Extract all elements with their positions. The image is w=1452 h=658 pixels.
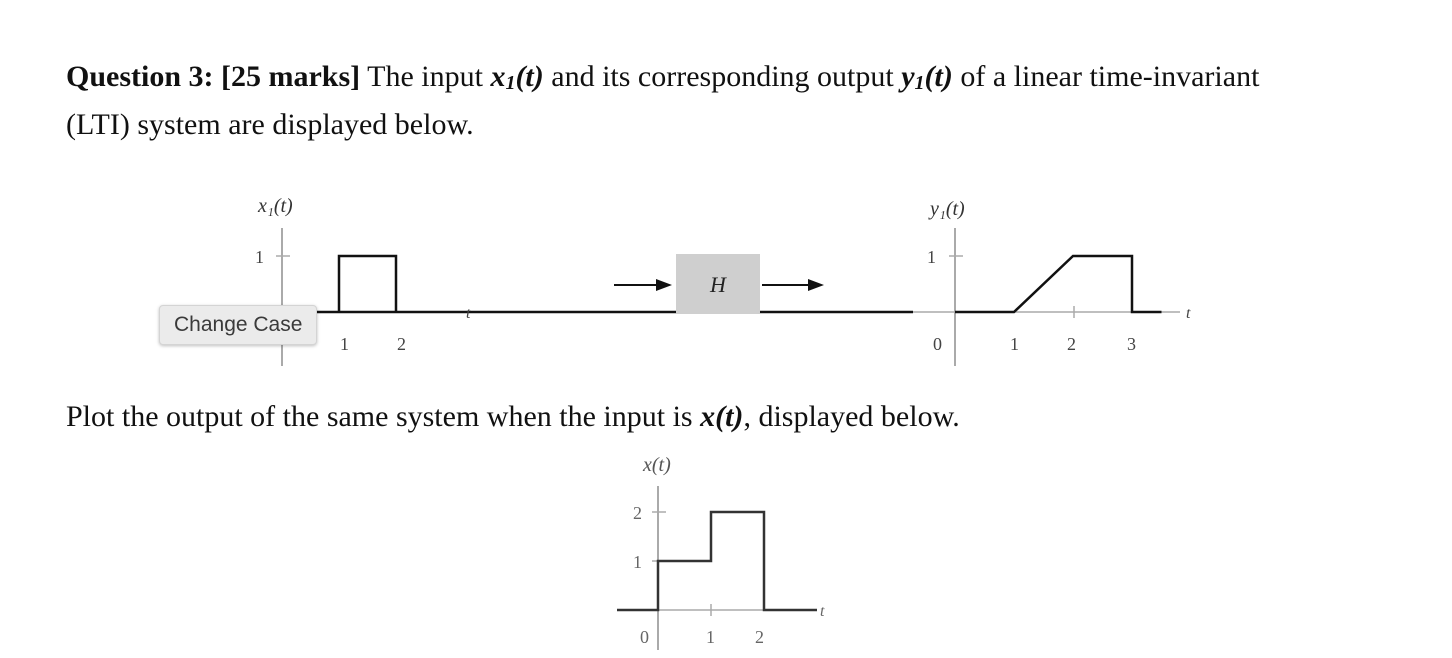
change-case-button[interactable]: Change Case: [159, 305, 317, 345]
input-x-plot: [617, 454, 825, 650]
plot-prompt: Plot the output of the same system when the input is x(t), displayed below.: [66, 400, 960, 433]
y1-x-tick-0: 0: [933, 334, 942, 354]
x-y-tick-2: 2: [633, 503, 642, 523]
question-line-2: (LTI) system are displayed below.: [66, 108, 474, 141]
x1-plot-title: x₁(t): [258, 195, 293, 217]
y1-y-tick-label: 1: [927, 247, 936, 267]
y1-plot-title: y₁(t): [930, 198, 965, 220]
input-x1-plot: [255, 195, 913, 366]
x-symbol: x(t): [700, 400, 744, 433]
question-text-2: and its corresponding output: [543, 60, 902, 93]
question-text-1: The input: [360, 60, 491, 93]
y1-x-tick-1: 1: [1010, 334, 1019, 354]
x1-axis-var: t: [466, 305, 471, 322]
question-text-3: of a linear time-invariant: [952, 60, 1260, 93]
x-x-tick-2: 2: [755, 627, 764, 647]
system-label: H: [710, 272, 726, 297]
input-arrow-head: [656, 279, 672, 291]
y1-x-tick-2: 2: [1067, 334, 1076, 354]
x1-x-tick-2: 2: [397, 334, 406, 354]
x1-y-tick-label: 1: [255, 247, 264, 267]
x-plot-title: x(t): [643, 454, 671, 476]
y1-symbol: $y_1(t)$: [901, 60, 953, 94]
output-y1-plot: [913, 198, 1191, 366]
output-arrow-head: [808, 279, 824, 291]
x-axis-var: t: [820, 603, 825, 620]
x-y-tick-1: 1: [633, 552, 642, 572]
y1-signal-line: [955, 256, 1162, 312]
x-x-tick-1: 1: [706, 627, 715, 647]
x-x-tick-0: 0: [640, 627, 649, 647]
question-heading: Question 3: [25 marks]: [66, 60, 361, 93]
y1-x-tick-3: 3: [1127, 334, 1136, 354]
x-signal-line: [617, 512, 817, 610]
x1-symbol: $x_1(t)$: [490, 60, 544, 94]
system-block: [614, 254, 824, 314]
y1-axis-var: t: [1186, 305, 1191, 322]
x1-x-tick-1: 1: [340, 334, 349, 354]
